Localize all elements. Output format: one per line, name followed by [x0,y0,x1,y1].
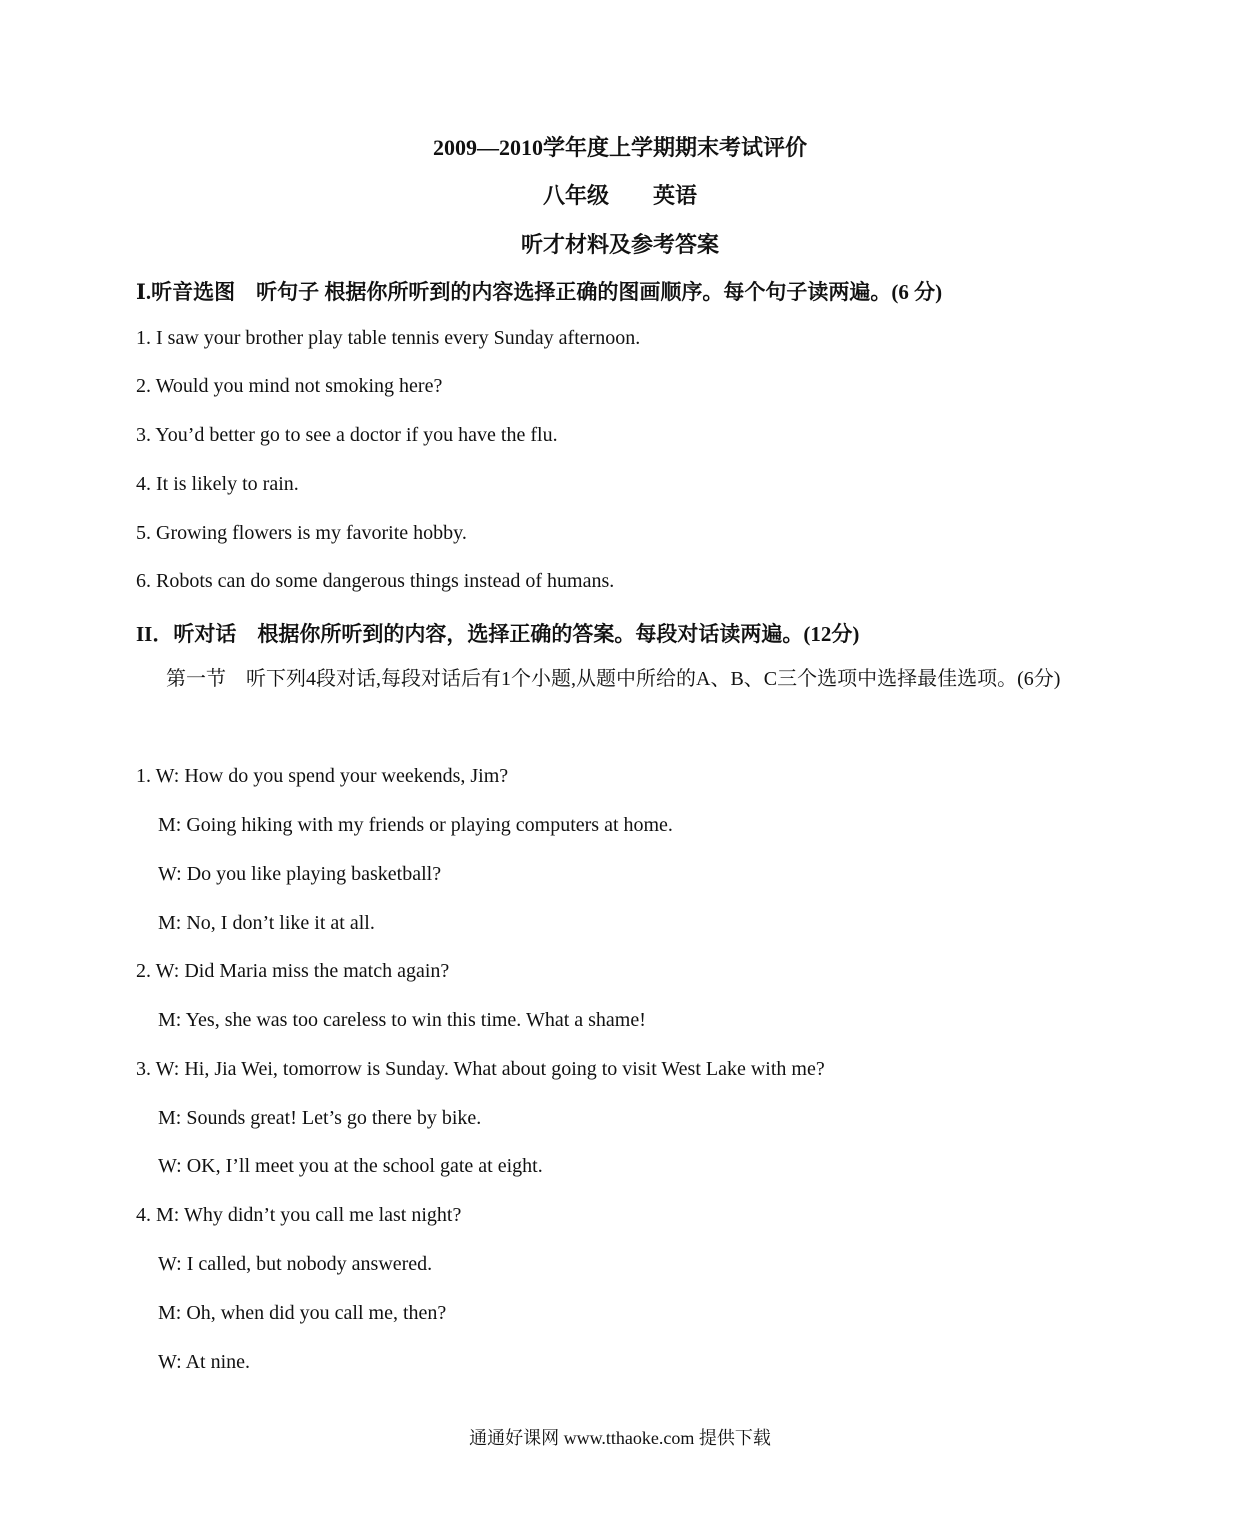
dialogue-line: 1. W: How do you spend your weekends, Jim? [136,765,509,787]
dialogue-line: W: I called, but nobody answered. [158,1253,433,1275]
part1-item: 1. I saw your brother play table tennis every Sunday afternoon. [136,327,641,349]
part2-heading: II．听对话 根据你所听到的内容，选择正确的答案。每段对话读两遍。(12分) [136,622,860,646]
part2-section-intro: 第一节 听下列4段对话,每段对话后有1个小题,从题中所给的A、B、C三个选项中选择最佳选项。(6分) [166,668,1061,690]
dialogue-line: W: OK, I’ll meet you at the school gate at eight. [158,1155,543,1177]
dialogue-line: 3. W: Hi, Jia Wei, tomorrow is Sunday. What about going to visit West Lake with me? [136,1058,825,1080]
dialogue-line: M: No, I don’t like it at all. [158,912,375,934]
dialogue-line: M: Oh, when did you call me, then? [158,1302,447,1324]
document-subtitle-answers: 听才材料及参考答案 [520,232,719,257]
part1-item: 2. Would you mind not smoking here? [136,375,443,397]
dialogue-line: 4. M: Why didn’t you call me last night? [136,1204,462,1226]
dialogue-line: M: Yes, she was too careless to win this time. What a shame! [158,1009,646,1031]
dialogue-line: M: Going hiking with my friends or playing computers at home. [158,814,673,836]
document-title: 2009—2010学年度上学期期末考试评价 [432,135,807,160]
dialogue-line: 2. W: Did Maria miss the match again? [136,960,450,982]
part1-heading: Ⅰ.听音选图 听句子 根据你所听到的内容选择正确的图画顺序。每个句子读两遍。(6 分) [136,280,943,304]
part1-item: 3. You’d better go to see a doctor if you have the flu. [136,424,558,446]
dialogue-line: W: Do you like playing basketball? [158,863,442,885]
page-footer: 通通好课网 www.tthaoke.com 提供下载 [469,1428,771,1448]
dialogue-line: M: Sounds great! Let’s go there by bike. [158,1107,482,1129]
part1-item: 6. Robots can do some dangerous things instead of humans. [136,570,615,592]
part1-item: 5. Growing flowers is my favorite hobby. [136,522,467,544]
dialogue-line: W: At nine. [158,1351,251,1373]
document-subtitle: 八年级 英语 [542,183,697,208]
part1-item: 4. It is likely to rain. [136,473,299,495]
